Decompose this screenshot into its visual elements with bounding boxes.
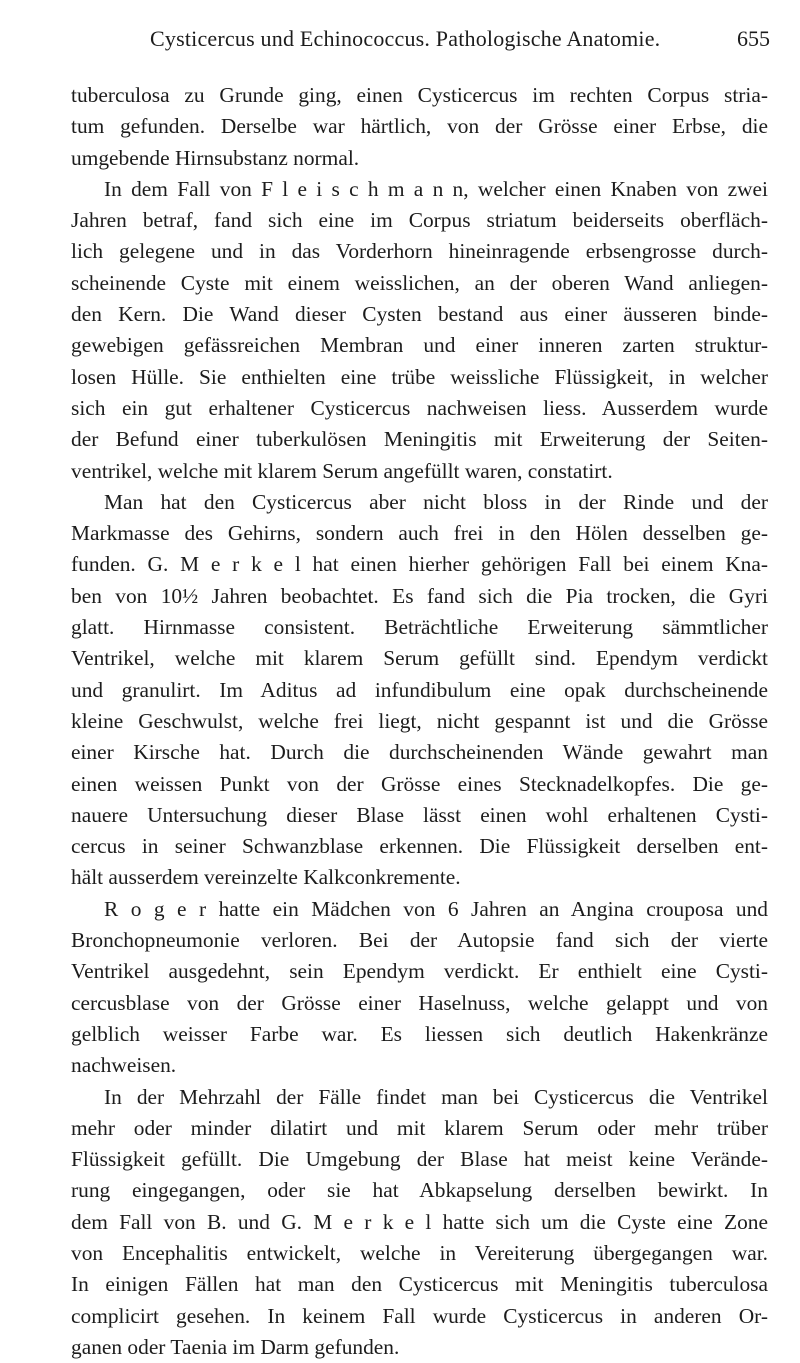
running-head: [70, 26, 770, 62]
paragraph-3: [71, 487, 768, 894]
text-line: Man hat den Cysticercus aber nicht bloss in der Rinde und der: [71, 487, 768, 518]
text-line: In der Mehrzahl der Fälle findet man bei Cysticercus die Ventrikel: [71, 1082, 768, 1113]
text-line: nachweisen.: [71, 1050, 768, 1081]
text-line: cercusblase von der Grösse einer Haselnuss, welche gelappt und von: [71, 988, 768, 1019]
paragraph-1: [71, 80, 768, 174]
text-line: R o g e r hatte ein Mädchen von 6 Jahren an Angina crouposa und: [71, 894, 768, 925]
paragraph-2: [71, 174, 768, 487]
text-line: tum gefunden. Derselbe war härtlich, von der Grösse einer Erbse, die: [71, 111, 768, 142]
text-line: losen Hülle. Sie enthielten eine trübe weissliche Flüssigkeit, in welcher: [71, 362, 768, 393]
text-line: nauere Untersuchung dieser Blase lässt einen wohl erhaltenen Cysti-: [71, 800, 768, 831]
text-line: scheinende Cyste mit einem weisslichen, an der oberen Wand anliegen-: [71, 268, 768, 299]
paragraph-4: [71, 894, 768, 1082]
text-line: umgebende Hirnsubstanz normal.: [71, 143, 768, 174]
text-line: gelblich weisser Farbe war. Es liessen sich deutlich Hakenkränze: [71, 1019, 768, 1050]
text-line: ben von 10½ Jahren beobachtet. Es fand sich die Pia trocken, die Gyri: [71, 581, 768, 612]
paragraph-5: [71, 1082, 768, 1363]
text-line: dem Fall von B. und G. M e r k e l hatte sich um die Cyste eine Zone: [71, 1207, 768, 1238]
text-line: Jahren betraf, fand sich eine im Corpus striatum beiderseits oberfläch-: [71, 205, 768, 236]
text-line: glatt. Hirnmasse consistent. Beträchtliche Erweiterung sämmtlicher: [71, 612, 768, 643]
running-title: Cysticercus und Echinococcus. Pathologische Anatomie.: [150, 26, 660, 52]
text-line: gewebigen gefässreichen Membran und einer inneren zarten struktur-: [71, 330, 768, 361]
page-number: 655: [737, 26, 770, 52]
text-line: cercus in seiner Schwanzblase erkennen. Die Flüssigkeit derselben ent-: [71, 831, 768, 862]
text-line: Ventrikel ausgedehnt, sein Ependym verdickt. Er enthielt eine Cysti-: [71, 956, 768, 987]
text-line: ganen oder Taenia im Darm gefunden.: [71, 1332, 768, 1363]
text-line: der Befund einer tuberkulösen Meningitis mit Erweiterung der Seiten-: [71, 424, 768, 455]
text-line: tuberculosa zu Grunde ging, einen Cysticercus im rechten Corpus stria-: [71, 80, 768, 111]
text-line: sich ein gut erhaltener Cysticercus nachweisen liess. Ausserdem wurde: [71, 393, 768, 424]
text-line: rung eingegangen, oder sie hat Abkapselung derselben bewirkt. In: [71, 1175, 768, 1206]
text-line: hält ausserdem vereinzelte Kalkconkremente.: [71, 862, 768, 893]
text-line: Markmasse des Gehirns, sondern auch frei in den Hölen desselben ge-: [71, 518, 768, 549]
text-line: Ventrikel, welche mit klarem Serum gefüllt sind. Ependym verdickt: [71, 643, 768, 674]
text-line: einer Kirsche hat. Durch die durchscheinenden Wände gewahrt man: [71, 737, 768, 768]
text-line: mehr oder minder dilatirt und mit klarem Serum oder mehr trüber: [71, 1113, 768, 1144]
text-line: den Kern. Die Wand dieser Cysten bestand aus einer äusseren binde-: [71, 299, 768, 330]
text-line: von Encephalitis entwickelt, welche in Vereiterung übergegangen war.: [71, 1238, 768, 1269]
text-line: In dem Fall von F l e i s c h m a n n, welcher einen Knaben von zwei: [71, 174, 768, 205]
text-line: complicirt gesehen. In keinem Fall wurde Cysticercus in anderen Or-: [71, 1301, 768, 1332]
text-line: ventrikel, welche mit klarem Serum angefüllt waren, constatirt.: [71, 456, 768, 487]
text-line: Bronchopneumonie verloren. Bei der Autopsie fand sich der vierte: [71, 925, 768, 956]
text-line: lich gelegene und in das Vorderhorn hineinragende erbsengrosse durch-: [71, 236, 768, 267]
text-line: In einigen Fällen hat man den Cysticercus mit Meningitis tuberculosa: [71, 1269, 768, 1300]
text-line: und granulirt. Im Aditus ad infundibulum eine opak durchscheinende: [71, 675, 768, 706]
text-line: kleine Geschwulst, welche frei liegt, nicht gespannt ist und die Grösse: [71, 706, 768, 737]
text-line: Flüssigkeit gefüllt. Die Umgebung der Blase hat meist keine Verände-: [71, 1144, 768, 1175]
body-text: [71, 80, 768, 1363]
text-line: funden. G. M e r k e l hat einen hierher gehörigen Fall bei einem Kna-: [71, 549, 768, 580]
text-line: einen weissen Punkt von der Grösse eines Stecknadelkopfes. Die ge-: [71, 769, 768, 800]
